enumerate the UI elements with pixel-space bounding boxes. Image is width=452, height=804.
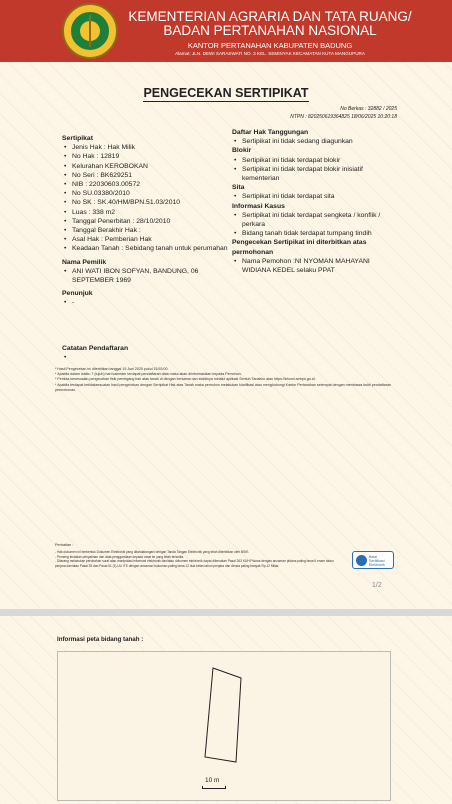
list-item: • ANI WATI IBON SOFYAN, BANDUNG, 06 SEPTEMBER 1969	[62, 267, 232, 285]
blokir-heading: Blokir	[232, 147, 252, 155]
map-title: Informasi peta bidang tanah :	[57, 636, 144, 643]
penunjuk-list	[62, 298, 232, 307]
pemilik-list	[62, 267, 232, 285]
list-item: • No SK : SK.40/HM/BPN.51.03/2010	[62, 198, 232, 207]
list-item: • No Seri : BK629251	[62, 171, 232, 180]
list-item: • Jenis Hak : Hak Milik	[62, 143, 232, 152]
list-item: • Sertipikat ini tidak terdapat sita	[232, 192, 392, 201]
sertipikat-list	[62, 143, 232, 253]
ntpn: NTPN : 820250619364825 18/06/2025 10:20:18	[290, 114, 397, 120]
list-item: • Asal Hak : Pemberian Hak	[62, 235, 232, 244]
list-item: • No Hak : 12819	[62, 152, 232, 161]
list-item: • Tanggal Berakhir Hak :	[62, 226, 232, 235]
kasus-list	[232, 211, 392, 239]
list-item: • NIB : 22030603.00572	[62, 180, 232, 189]
sertipikat-heading: Sertipikat	[62, 135, 93, 142]
blokir-list	[232, 156, 392, 184]
ministry-name: KEMENTERIAN AGRARIA DAN TATA RUANG/	[128, 9, 412, 24]
list-item: • Keadaan Tanah : Sebidang tanah untuk perumahan	[62, 244, 232, 253]
document-title: PENGECEKAN SERTIPIKAT	[143, 86, 309, 100]
parcel-outline	[205, 668, 241, 762]
kasus-heading: Informasi Kasus	[232, 202, 285, 210]
no-berkas: No Berkas : 32882 / 2025	[340, 106, 397, 112]
list-item: • -	[62, 298, 232, 307]
right-column	[232, 128, 392, 275]
letterhead	[0, 0, 452, 62]
list-item: • Nama Pemohon :NI NYOMAN MAHAYANI WIDIANA KEDEL selaku PPAT	[232, 257, 392, 275]
catatan-bullet: •	[64, 354, 67, 362]
list-item: • Tanggal Penerbitan : 28/10/2010	[62, 217, 232, 226]
office-address: Alamat: JLN. DEWI SARASWATI NO. 3 KEL. SEMINYAK KECAMATAN KUTA MANGUPURA	[175, 51, 365, 56]
catatan-section	[62, 344, 128, 362]
certificate-page-2	[0, 616, 452, 804]
tanggungan-heading: Daftar Hak Tanggungan	[232, 129, 309, 136]
list-item: • Luas : 338 m2	[62, 208, 232, 217]
pemilik-heading: Nama Pemilik	[62, 258, 107, 266]
list-item: • Bidang tanah tidak terdapat tumpang tindih	[232, 229, 392, 238]
list-item: • Sertipikat ini tidak sedang diagunkan	[232, 137, 392, 146]
parcel-map	[57, 651, 391, 801]
footer-disclaimer: Perhatian : - Hak dokumen ini berbentuk Dokumen Elektronik yang ditandatangani dengan Tanda Tangan Elektronik yang telah diterbitkan oleh BSrE. - Pemeng tindakan penyalinan dan data penggandaan kepada umat ke yang telah tersedia. - Dilarang melakukan perubahan surat atau manipulasi informasi elektronik dan/atau dokumen elektronik dapat dikenakan Pasal 263 KUH Pidana dengan ancaman pidana paling lama 6 enam tahun penjara dan/atau Pasal 35 dan Pasal 51 (1) UU ITE dengan ancaman hukuman paling lama 12 dua belas tahun penjara dan denda paling banyak Rp.12 Miliar.	[55, 543, 334, 569]
tanggungan-list	[232, 137, 392, 146]
list-item: • No SU.03380/2010	[62, 189, 232, 198]
agency-name: BADAN PERTANAHAN NASIONAL	[163, 23, 377, 38]
pemohon-heading: Pengecekan Sertipikat ini diterbitkan atas permohonan	[232, 239, 367, 256]
list-item: • Sertipikat ini tidak terdapat blokir inisiatif kementerian	[232, 165, 392, 183]
list-item: • Sertipikat ini tidak terdapat blokir	[232, 156, 392, 165]
bpn-logo-icon	[62, 3, 118, 59]
sita-list	[232, 192, 392, 201]
scale-bar: 10 m	[202, 777, 219, 784]
list-item: • Kelurahan KEROBOKAN	[62, 162, 232, 171]
notes: * Hasil Pengecekan ini diterbitkan tanggal 19 Juni 2025 pukul 15:53:00. * Apabila dalam waktu 7 (tujuh) hari kalender terdapat pendaftaran data maka akan diinformasikan kepada Pemohon. * Periksa kesesuaian pengecekan fisik pemegang hak atas tanah di dengan bersama dan stabilnya melalui aplikasi Sentuh Tanahku atau https://bhumi.atrbpn.go.id. * Apabila terdapat ketidaksesuaian hasil pengecekan dengan Sertipikat Hak atas Tanah maka pemohon melakukan klarifikasi atau menghubungi Kantor Pertanahan setempat dengan membawa bukti pendaftaran permohonan.	[55, 367, 391, 392]
left-column	[62, 134, 232, 308]
page-number: 1/2	[372, 582, 382, 589]
penunjuk-heading: Penunjuk	[62, 290, 93, 298]
list-item: • Sertipikat ini tidak terdapat sengketa / konflik / perkara	[232, 211, 392, 229]
bsre-logo-icon: Balai Sertifikasi Elektronik	[352, 551, 394, 569]
pemohon-list	[232, 257, 392, 275]
office-name: KANTOR PERTANAHAN KABUPATEN BADUNG	[187, 41, 353, 50]
catatan-heading: Catatan Pendaftaran	[62, 345, 129, 352]
sita-heading: Sita	[232, 184, 245, 192]
